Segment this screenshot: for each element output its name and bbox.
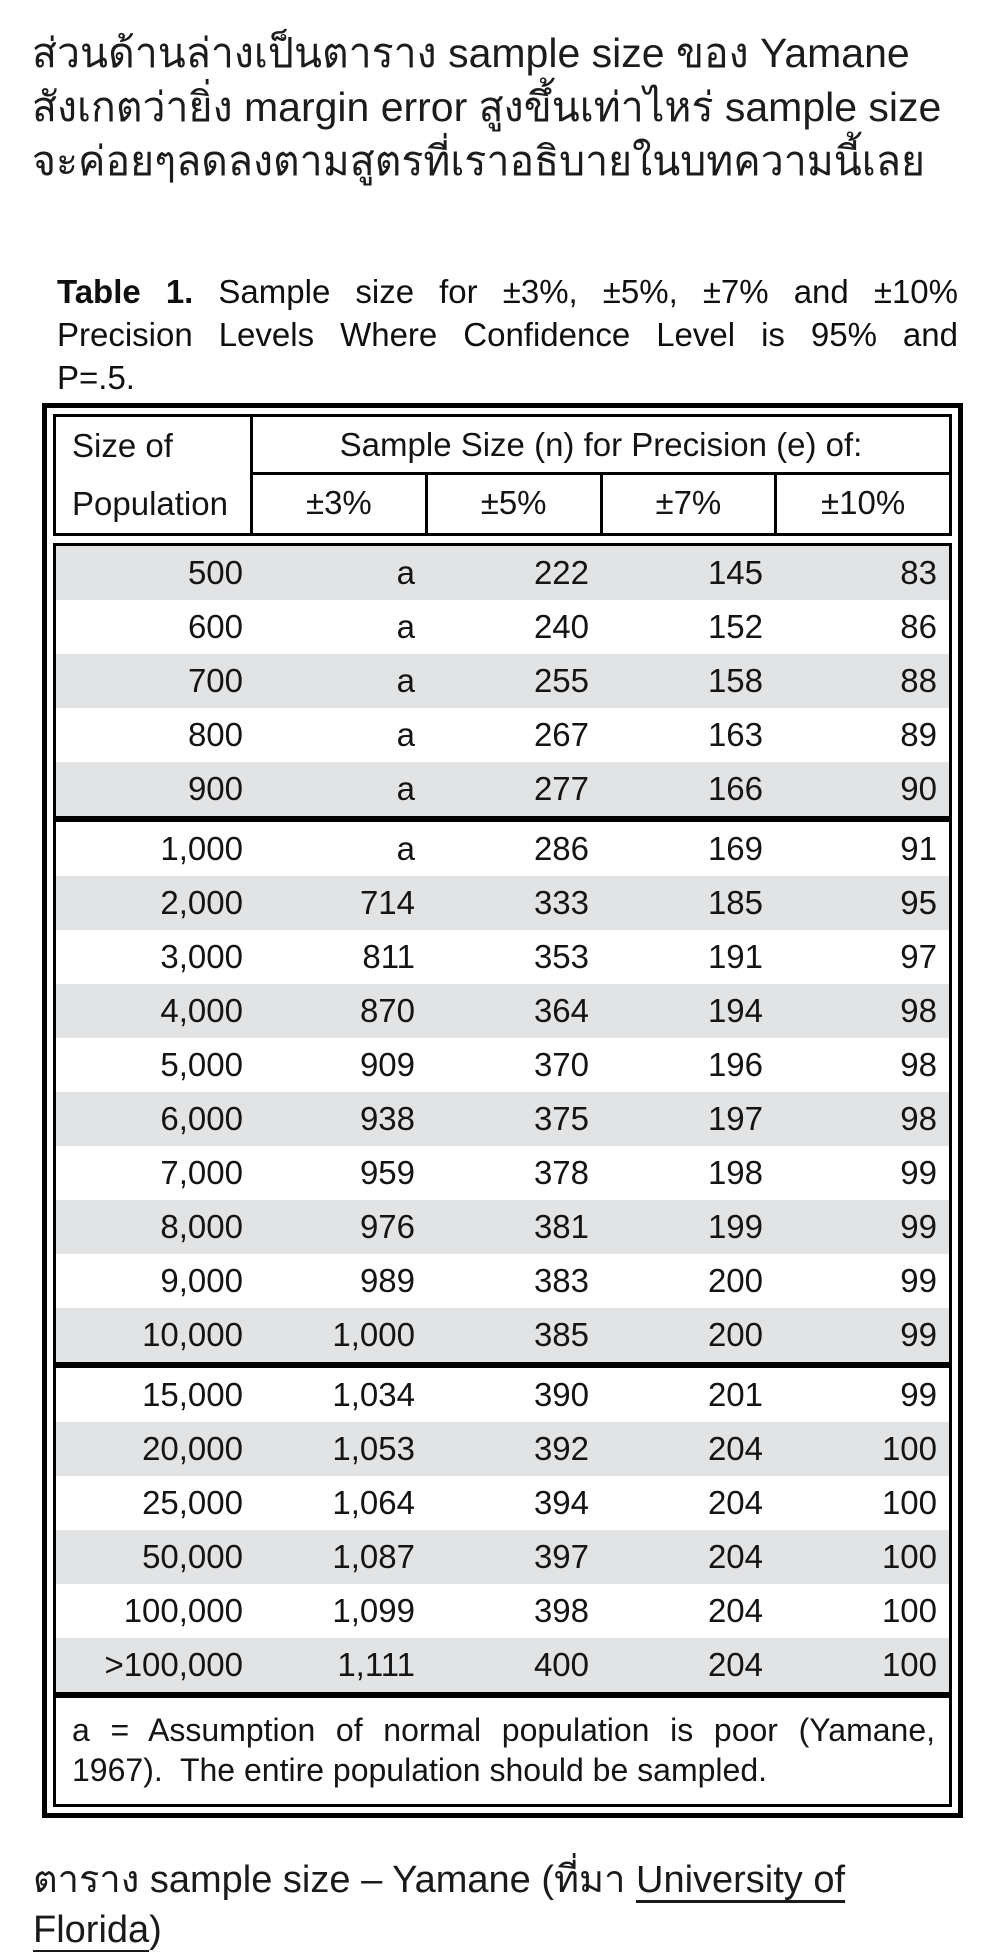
table-row [56, 1092, 949, 1146]
value-cell: 938 [359, 1100, 415, 1137]
value-cell: 169 [707, 830, 763, 867]
value-cell: 394 [533, 1484, 589, 1521]
value-cell: 1,111 [337, 1646, 415, 1683]
value-cell: 99 [900, 1376, 937, 1413]
value-cell: 98 [900, 992, 937, 1029]
value-cell: a [396, 716, 415, 753]
value-cell: 811 [362, 938, 415, 975]
value-cell: 1,053 [332, 1430, 415, 1467]
table-row [56, 600, 949, 654]
source-link[interactable]: University of Florida [33, 1859, 846, 1951]
value-cell: 381 [533, 1208, 589, 1245]
value-cell: 222 [533, 554, 589, 591]
value-cell: 277 [533, 770, 589, 807]
table-row [56, 930, 949, 984]
caption-prefix: ตาราง sample size – Yamane (ที่มา [33, 1859, 636, 1901]
value-cell: a [396, 554, 415, 591]
table-group [56, 1368, 949, 1698]
population-cell: 50,000 [142, 1538, 243, 1575]
table-title-line1 [57, 270, 958, 313]
precision-header-block [253, 417, 949, 533]
table-title-line3: P=.5. [57, 359, 135, 396]
table-row [56, 1368, 949, 1422]
value-cell: 364 [533, 992, 589, 1029]
table-group [56, 822, 949, 1368]
population-column-header [56, 417, 253, 533]
value-cell: 400 [533, 1646, 589, 1683]
value-cell: 1,087 [332, 1538, 415, 1575]
population-cell: 7,000 [160, 1154, 243, 1191]
col-header-5pct: ±5% [425, 475, 600, 533]
intro-line: สังเกตว่ายิ่ง margin error สูงขึ้นเท่าไหร่ sample size [32, 84, 942, 130]
value-cell: 158 [707, 662, 763, 699]
value-cell: 97 [900, 938, 937, 975]
table-groups [56, 546, 949, 1698]
value-cell: 145 [707, 554, 763, 591]
value-cell: 191 [707, 938, 763, 975]
value-cell: 100 [881, 1538, 937, 1575]
value-cell: 385 [533, 1316, 589, 1353]
value-cell: 397 [533, 1538, 589, 1575]
value-cell: 95 [900, 884, 937, 921]
table-row [56, 762, 949, 816]
value-cell: 166 [707, 770, 763, 807]
value-cell: 89 [900, 716, 937, 753]
figure-caption [33, 1848, 979, 1952]
value-cell: a [396, 770, 415, 807]
value-cell: 198 [707, 1154, 763, 1191]
precision-columns-row [253, 475, 949, 533]
table-row [56, 1254, 949, 1308]
value-cell: a [396, 830, 415, 867]
col-header-10pct: ±10% [774, 475, 949, 533]
population-cell: 15,000 [142, 1376, 243, 1413]
population-cell: 100,000 [123, 1592, 243, 1629]
value-cell: 163 [707, 716, 763, 753]
population-cell: 3,000 [160, 938, 243, 975]
value-cell: 99 [900, 1262, 937, 1299]
table-body [53, 543, 952, 1807]
footnote-line2: 1967). The entire population should be sampled. [72, 1752, 767, 1788]
value-cell: 976 [359, 1208, 415, 1245]
population-cell: 10,000 [142, 1316, 243, 1353]
population-cell: 6,000 [160, 1100, 243, 1137]
value-cell: 98 [900, 1100, 937, 1137]
value-cell: 255 [533, 662, 589, 699]
population-cell: 20,000 [142, 1430, 243, 1467]
table-row [56, 1422, 949, 1476]
value-cell: 100 [881, 1592, 937, 1629]
table-title-text: Sample size for ±3%, ±5%, ±7% and ±10% [218, 273, 958, 310]
intro-paragraph [32, 26, 969, 188]
population-cell: 5,000 [160, 1046, 243, 1083]
table-row [56, 708, 949, 762]
population-cell: 700 [187, 662, 243, 699]
value-cell: 390 [533, 1376, 589, 1413]
population-cell: >100,000 [104, 1646, 243, 1683]
value-cell: 194 [707, 992, 763, 1029]
population-cell: 4,000 [160, 992, 243, 1029]
value-cell: 88 [900, 662, 937, 699]
table-row [56, 1200, 949, 1254]
value-cell: 1,000 [332, 1316, 415, 1353]
value-cell: 1,099 [332, 1592, 415, 1629]
value-cell: 392 [533, 1430, 589, 1467]
value-cell: 98 [900, 1046, 937, 1083]
value-cell: 1,034 [332, 1376, 415, 1413]
population-cell: 2,000 [160, 884, 243, 921]
value-cell: 909 [359, 1046, 415, 1083]
table-group [56, 546, 949, 822]
value-cell: 196 [707, 1046, 763, 1083]
value-cell: 91 [900, 830, 937, 867]
value-cell: 370 [533, 1046, 589, 1083]
table-row [56, 876, 949, 930]
value-cell: 99 [900, 1154, 937, 1191]
value-cell: 100 [881, 1430, 937, 1467]
value-cell: 199 [707, 1208, 763, 1245]
population-cell: 25,000 [142, 1484, 243, 1521]
value-cell: 353 [533, 938, 589, 975]
population-cell: 1,000 [160, 830, 243, 867]
article-page [0, 26, 999, 1952]
table-row [56, 1038, 949, 1092]
table-row [56, 1584, 949, 1638]
value-cell: 99 [900, 1208, 937, 1245]
value-cell: 398 [533, 1592, 589, 1629]
value-cell: 197 [707, 1100, 763, 1137]
table-row [56, 1308, 949, 1362]
value-cell: 959 [359, 1154, 415, 1191]
value-cell: a [396, 608, 415, 645]
value-cell: 240 [533, 608, 589, 645]
value-cell: 1,064 [332, 1484, 415, 1521]
value-cell: 204 [707, 1646, 763, 1683]
table-number-label: Table 1. [57, 273, 194, 310]
value-cell: 90 [900, 770, 937, 807]
value-cell: 204 [707, 1592, 763, 1629]
table-title [57, 270, 958, 399]
value-cell: 375 [533, 1100, 589, 1137]
intro-line: จะค่อยๆลดลงตามสูตรที่เราอธิบายในบทความนี้เลย [32, 138, 925, 184]
table-row [56, 1476, 949, 1530]
value-cell: 86 [900, 608, 937, 645]
value-cell: 204 [707, 1538, 763, 1575]
population-cell: 800 [187, 716, 243, 753]
intro-line: ส่วนด้านล่างเป็นตาราง sample size ของ Yamane [32, 30, 910, 76]
population-cell: 900 [187, 770, 243, 807]
value-cell: 200 [707, 1316, 763, 1353]
value-cell: 204 [707, 1430, 763, 1467]
value-cell: a [396, 662, 415, 699]
table-row [56, 546, 949, 600]
corner-header-line1: Size of [72, 427, 173, 464]
value-cell: 100 [881, 1484, 937, 1521]
table-row [56, 1530, 949, 1584]
sample-size-table [42, 403, 963, 1818]
corner-header-line2: Population [72, 485, 228, 522]
population-cell: 9,000 [160, 1262, 243, 1299]
value-cell: 201 [707, 1376, 763, 1413]
table-footnote [56, 1698, 949, 1804]
footnote-line1: a = Assumption of normal population is poor (Yamane, [72, 1712, 935, 1748]
table-row [56, 984, 949, 1038]
table-row [56, 1638, 949, 1692]
value-cell: 152 [707, 608, 763, 645]
value-cell: 267 [533, 716, 589, 753]
caption-suffix: ) [149, 1909, 162, 1951]
table-row [56, 1146, 949, 1200]
value-cell: 989 [359, 1262, 415, 1299]
value-cell: 378 [533, 1154, 589, 1191]
population-cell: 8,000 [160, 1208, 243, 1245]
value-cell: 204 [707, 1484, 763, 1521]
population-cell: 600 [187, 608, 243, 645]
value-cell: 870 [359, 992, 415, 1029]
value-cell: 714 [359, 884, 415, 921]
value-cell: 333 [533, 884, 589, 921]
value-cell: 99 [900, 1316, 937, 1353]
table-row [56, 654, 949, 708]
value-cell: 200 [707, 1262, 763, 1299]
span-header: Sample Size (n) for Precision (e) of: [253, 417, 949, 475]
value-cell: 286 [533, 830, 589, 867]
value-cell: 383 [533, 1262, 589, 1299]
value-cell: 100 [881, 1646, 937, 1683]
table-title-line2: Precision Levels Where Confidence Level is 95% and [57, 316, 958, 353]
col-header-3pct: ±3% [305, 484, 372, 521]
value-cell: 83 [900, 554, 937, 591]
table-row [56, 822, 949, 876]
value-cell: 185 [707, 884, 763, 921]
population-cell: 500 [187, 554, 243, 591]
col-header-7pct: ±7% [600, 475, 775, 533]
table-header [53, 414, 952, 536]
